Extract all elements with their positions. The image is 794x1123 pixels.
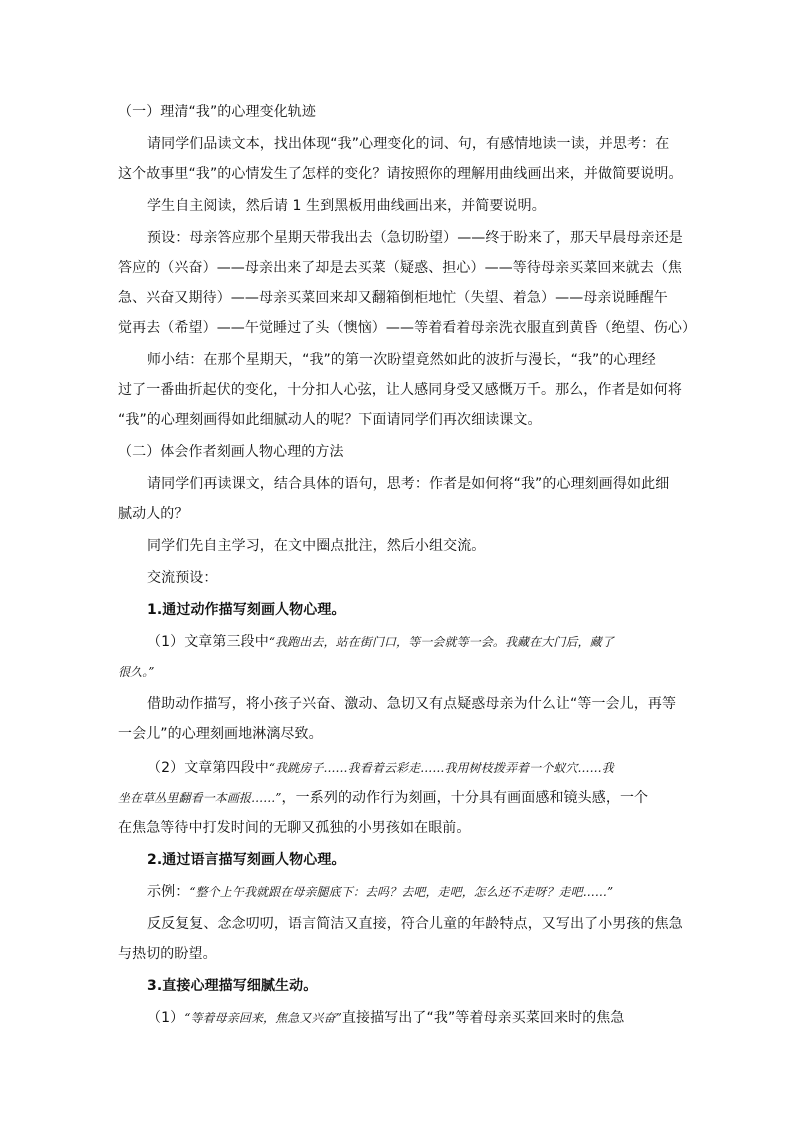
paragraph-line: 这个故事里“我”的心情发生了怎样的变化？请按照你的理解用曲线画出来，并做简要说明。 <box>118 166 683 182</box>
analysis-line: 一会儿”的心理刻画地淋漓尽致。 <box>118 726 323 742</box>
example-line <box>118 788 648 808</box>
example-line <box>147 882 613 902</box>
quote-text: “我跑出去，站在街门口，等一会就等一会。我藏在大门后，藏了 <box>268 635 614 649</box>
analysis-line: 借助动作描写，将小孩子兴奋、激动、急切又有点疑惑母亲为什么让“等一会儿，再等 <box>147 696 677 712</box>
paragraph-line: 请同学们品读文本，找出体现“我”心理变化的词、句，有感情地读一读，并思考：在 <box>147 136 670 152</box>
example-label: 示例： <box>147 884 190 900</box>
analysis-line: 反反复复、念念叨叨，语言简洁又直接，符合儿童的年龄特点，又写出了小男孩的焦急 <box>147 916 683 932</box>
section-heading-2: （二）体会作者刻画人物心理的方法 <box>118 444 344 460</box>
paragraph-line: 腻动人的？ <box>118 506 189 522</box>
paragraph-line: 请同学们再读课文，结合具体的语句，思考：作者是如何将“我”的心理刻画得如此细 <box>147 476 670 492</box>
paragraph-line: 交流预设： <box>147 570 218 586</box>
paragraph-line: 同学们先自主学习，在文中圈点批注，然后小组交流。 <box>147 538 486 554</box>
summary-line: 过了一番曲折起伏的变化，十分扣人心弦，让人感同身受又感慨万千。那么，作者是如何将 <box>118 382 682 398</box>
summary-line: “我”的心理刻画得如此细腻动人的呢？下面请同学们再次细读课文。 <box>118 412 542 428</box>
subheading-1: 1.通过动作描写刻画人物心理。 <box>147 602 346 618</box>
example-line <box>147 1008 625 1028</box>
preset-line: 急、兴奋又期待）——母亲买菜回来却又翻箱倒柜地忙（失望、着急）——母亲说睡醒午 <box>118 290 668 306</box>
example-label: （2）文章第四段中 <box>147 760 269 776</box>
example-label: （1）文章第三段中 <box>147 634 269 650</box>
quote-text: “整个上午我就跟在母亲腿底下：去吗？去吧，走吧，怎么还不走呀？走吧……” <box>189 885 614 899</box>
analysis-line: 在焦急等待中打发时间的无聊又孤独的小男孩如在眼前。 <box>118 820 471 836</box>
preset-line: 预设：母亲答应那个星期天带我出去（急切盼望）——终于盼来了，那天早晨母亲还是 <box>147 230 683 246</box>
analysis-line: 与热切的盼望。 <box>118 946 217 962</box>
quote-text: “我跳房子……我看着云彩走……我用树枝拨弄着一个蚁穴……我 <box>268 761 614 775</box>
preset-line: 觉再去（希望）——午觉睡过了头（懊恼）——等着看着母亲洗衣服直到黄昏（绝望、伤心） <box>118 320 697 336</box>
quote-text: 很久。” <box>118 665 155 679</box>
analysis-text: 直接描写出了“我”等着母亲买菜回来时的焦急 <box>341 1010 625 1026</box>
section-heading-1: （一）理清“我”的心理变化轨迹 <box>118 104 317 120</box>
preset-line: 答应的（兴奋）——母亲出来了却是去买菜（疑惑、担心）——等待母亲买菜回来就去（焦 <box>118 260 682 276</box>
example-line <box>147 632 614 652</box>
paragraph-line: 学生自主阅读，然后请 1 生到黑板用曲线画出来，并简要说明。 <box>147 198 546 214</box>
summary-line: 师小结：在那个星期天，“我”的第一次盼望竟然如此的波折与漫长，“我”的心理经 <box>147 352 656 368</box>
quote-text: 坐在草丛里翻看一本画报……” <box>118 791 282 805</box>
quote-text: “等着母亲回来，焦急又兴奋” <box>184 1011 342 1025</box>
analysis-text: ，一系列的动作行为刻画，十分具有画面感和镜头感，一个 <box>281 790 649 806</box>
example-line <box>147 758 614 778</box>
subheading-3: 3.直接心理描写细腻生动。 <box>147 978 318 994</box>
subheading-2: 2.通过语言描写刻画人物心理。 <box>147 852 346 868</box>
example-label: （1） <box>147 1010 185 1026</box>
